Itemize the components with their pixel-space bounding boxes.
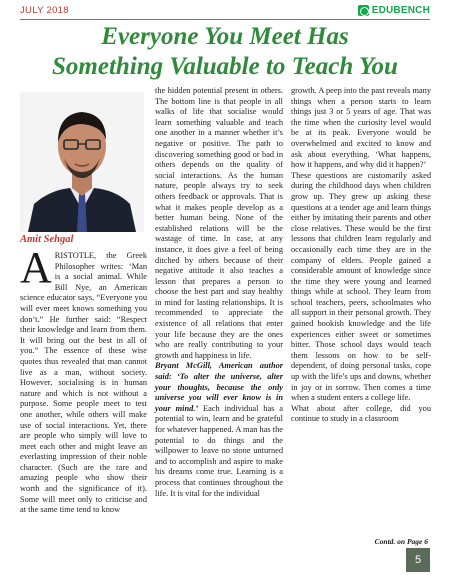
drop-cap: A xyxy=(20,243,52,292)
page-number: 5 xyxy=(406,548,430,572)
article-title xyxy=(0,22,450,82)
column-2-text-after-quote: Each individual has a potential to win, learn and be grateful for whatever happened. A man has the potential to do things and the willpower to leave no stone unturned and to accomplish and aspire to make his dreams come true. Learning is a process that continues throughout the life. It is vital for the individual xyxy=(155,403,283,498)
article-title-line-2: Something Valuable to Teach You xyxy=(52,53,398,80)
author-photo xyxy=(20,92,144,232)
column-3-paragraph-3: What about after college, did you continue to study in a classroom xyxy=(291,403,431,424)
column-1-text: RISTOTLE, the Greek Philosopher writes: ‘Man is a social animal. While Bill Nye, an American science educator says, “Everyone you will ever meet knows something you don’t.” He further said: “Respect their knowledge and learn from them. It will bring out the best in all of you.” The essence of these wise quotes thus revealed that man cannot live as a man, without society. However, socialising is in human nature and which is not without a purpose. Some people meet to test one another, while others will make use of social interactions. Yet, there are people who simply will love to meet each other and might leave an everlasting impression of their noble character. (Such are the rare and amazing people who show their worth and the significance of it). Some will meet only to criticise and at the same time tend to know xyxy=(20,251,147,515)
continued-note: Contd. on Page 6 xyxy=(374,537,428,546)
article-column-2 xyxy=(155,86,283,499)
author-byline: Amit Sehgal xyxy=(20,234,74,245)
brand-name: EDUBENCH xyxy=(371,4,430,16)
header-divider xyxy=(20,19,430,20)
column-2-paragraph-1: the hidden potential present in others. The bottom line is that people in all walks of life that socialise would learn something valuable and teach one another in a manner whether it’s negative or positive. The path to discovering something good or bad in others depends on the quality of social interactions. As the human nature, people always try to seek others feedback or approvals. That is what it makes people develop as a better human being. None of the established relations will be the wastage of time. In case, at any instance, it does give a feel of being ditched by others because of their negative attitude it also teaches a lesson that prepares a person to choose the best part and stay healthy in mind for lasting relationships. It is recommended to appreciate the existence of all relations that enter your life because they are the ones who are really contributing to your growth and happiness in life. xyxy=(155,86,283,360)
edubench-logo-icon xyxy=(358,5,369,16)
column-3-paragraph-1: growth. A peep into the past reveals many things when a person starts to learn things just 3 or 5 years of age. That was the time when the curiosity level would be at its peak. Everyone would be overwhelmed and excited to know and ask about everything. ‘What happens, how it happens, and why did it happen?’ xyxy=(291,86,431,170)
article-column-1 xyxy=(20,243,147,516)
issue-date: JULY 2018 xyxy=(20,5,69,16)
pull-quote: Bryant McGill, American author said: ‘To alter the universe, alter your thoughts, because the only universe you will ever know is in your mind.’ xyxy=(155,361,283,413)
author-portrait-image xyxy=(20,92,144,232)
brand-logo xyxy=(358,3,430,17)
column-3-paragraph-2: These questions are customarily asked during the childhood days when children grow up. They grew up asking these questions at a tender age and learn things either by imitating their parents and other close relatives. These would be the first lessons that children learn regularly and occasionally each time they are in the company of elders. People gained a considerable amount of knowledge since the time they were young and learned things while at school. They learn from school teachers, peers, schoolmates who all support in their personal growth. They gained bookish knowledge and the life experiences either sweet or sometimes bitter. Those school days would teach them lessons on how to be self-dependent, of doing personal tasks, cope up with the life’s ups and downs, whether in joy or in sorrow. Then comes a time when a student enters a college life. xyxy=(291,170,431,403)
column-2-paragraph-2 xyxy=(155,361,283,499)
article-column-3 xyxy=(291,86,431,425)
article-title-line-1: Everyone You Meet Has xyxy=(101,23,349,50)
